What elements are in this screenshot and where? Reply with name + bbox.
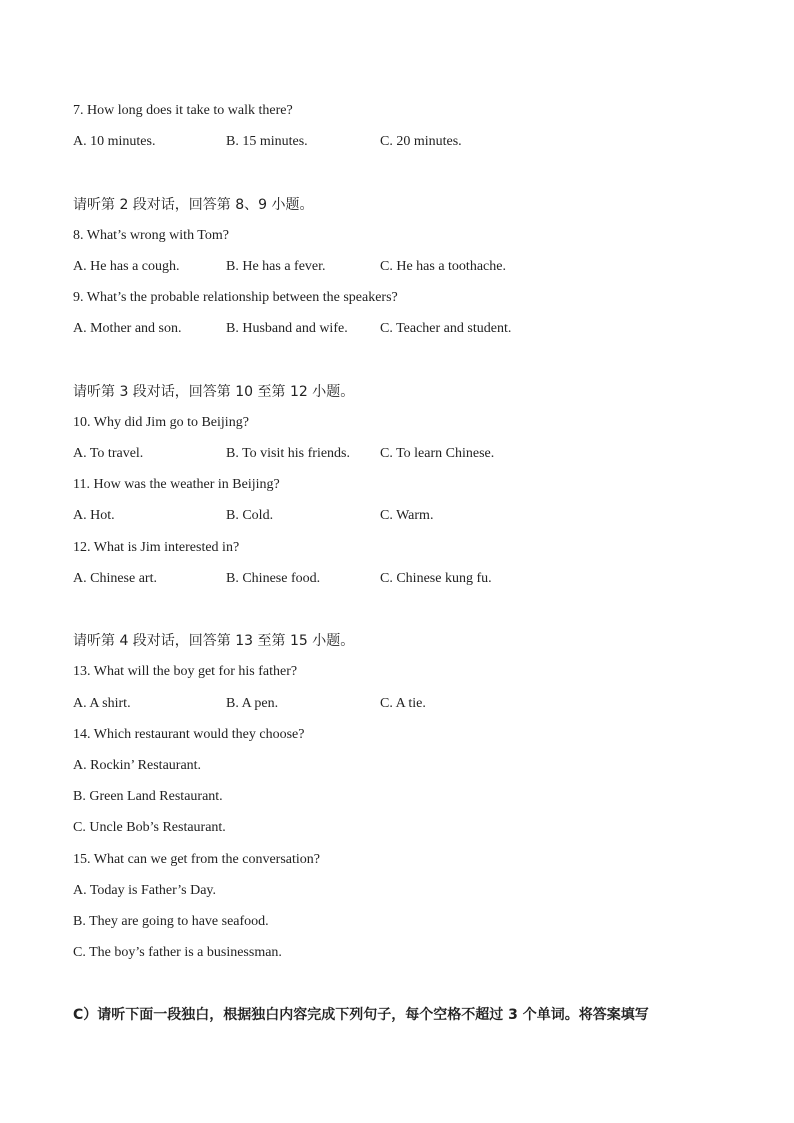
q8-option-a: A. He has a cough.	[73, 259, 180, 274]
question-10: 10. Why did Jim go to Beijing?	[73, 415, 249, 430]
q7-option-a: A. 10 minutes.	[73, 134, 156, 149]
question-12: 12. What is Jim interested in?	[73, 540, 240, 555]
q9-option-b: B. Husband and wife.	[226, 321, 348, 336]
question-8: 8. What’s wrong with Tom?	[73, 228, 229, 243]
q15-option-c: C. The boy’s father is a businessman.	[73, 945, 282, 960]
q10-option-c: C. To learn Chinese.	[380, 446, 495, 461]
q9-option-c: C. Teacher and student.	[380, 321, 512, 336]
section-c-instruction: C）请听下面一段独白，根据独白内容完成下列句子，每个空格不超过 3 个单词。将答案填写	[73, 1007, 649, 1023]
q14-option-a: A. Rockin’ Restaurant.	[73, 758, 202, 773]
q7-option-b: B. 15 minutes.	[226, 134, 308, 149]
q8-option-b: B. He has a fever.	[226, 259, 326, 274]
q14-option-b: B. Green Land Restaurant.	[73, 789, 223, 804]
q11-option-b: B. Cold.	[226, 508, 274, 523]
q11-option-c: C. Warm.	[380, 508, 434, 523]
section-2-instruction: 请听第 2 段对话，回答第 8、9 小题。	[73, 197, 314, 213]
q15-option-a: A. Today is Father’s Day.	[73, 883, 217, 898]
question-7: 7. How long does it take to walk there?	[73, 103, 293, 118]
question-15: 15. What can we get from the conversation?	[73, 852, 320, 867]
q9-option-a: A. Mother and son.	[73, 321, 182, 336]
q13-option-b: B. A pen.	[226, 696, 279, 711]
q13-option-a: A. A shirt.	[73, 696, 131, 711]
q8-option-c: C. He has a toothache.	[380, 259, 506, 274]
question-13: 13. What will the boy get for his father?	[73, 664, 298, 679]
question-14: 14. Which restaurant would they choose?	[73, 727, 305, 742]
q10-option-b: B. To visit his friends.	[226, 446, 350, 461]
section-4-instruction: 请听第 4 段对话，回答第 13 至第 15 小题。	[73, 633, 355, 649]
q10-option-a: A. To travel.	[73, 446, 144, 461]
q15-option-b: B. They are going to have seafood.	[73, 914, 269, 929]
q12-option-b: B. Chinese food.	[226, 571, 321, 586]
q12-option-a: A. Chinese art.	[73, 571, 157, 586]
q14-option-c: C. Uncle Bob’s Restaurant.	[73, 820, 226, 835]
question-9: 9. What’s the probable relationship between the speakers?	[73, 290, 398, 305]
q7-option-c: C. 20 minutes.	[380, 134, 462, 149]
q12-option-c: C. Chinese kung fu.	[380, 571, 492, 586]
question-11: 11. How was the weather in Beijing?	[73, 477, 280, 492]
q13-option-c: C. A tie.	[380, 696, 426, 711]
section-3-instruction: 请听第 3 段对话，回答第 10 至第 12 小题。	[73, 384, 355, 400]
q11-option-a: A. Hot.	[73, 508, 115, 523]
